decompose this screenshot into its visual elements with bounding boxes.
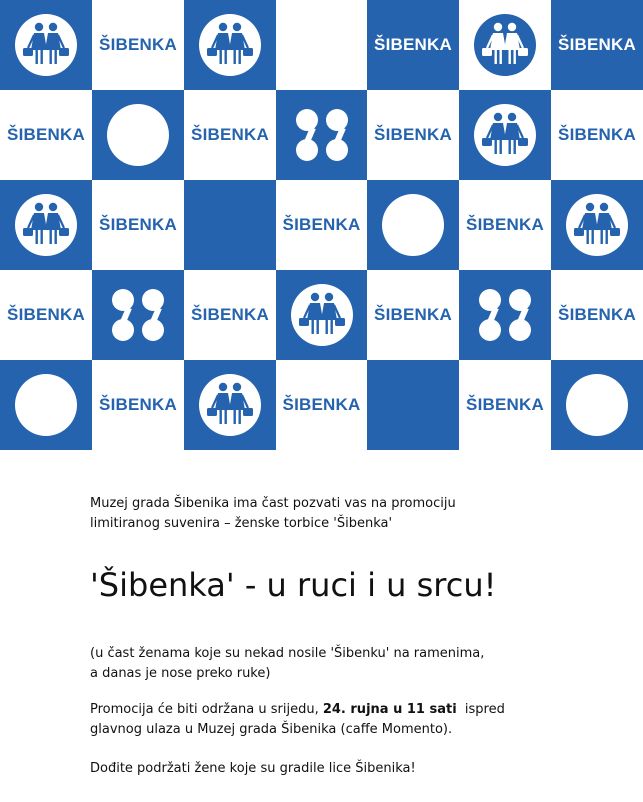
note-line-2: a danas je nose preko ruke): [90, 666, 271, 681]
sibenka-wordmark: ŠIBENKA: [99, 215, 177, 234]
pattern-cell-word: [551, 270, 643, 360]
pattern-cell-disc: [367, 180, 459, 270]
promotion-line-2: glavnog ulaza u Muzej grada Šibenika (caffe Momento).: [90, 722, 453, 737]
sibenka-wordmark: ŠIBENKA: [7, 305, 85, 324]
two-women-with-baskets-icon: [289, 282, 355, 348]
pattern-cell-knot: [459, 270, 551, 360]
circle-icon: [566, 374, 628, 436]
promotion-paragraph: [90, 700, 505, 740]
pattern-cell-disc: [0, 360, 92, 450]
pattern-cell-blank: [276, 0, 367, 90]
pattern-cell-knot: [276, 90, 367, 180]
pattern-cell-blank: [367, 360, 459, 450]
two-women-with-baskets-icon: [197, 372, 263, 438]
circle-icon: [382, 194, 444, 256]
pattern-cell-emblem: [459, 0, 551, 90]
pattern-cell-word: [0, 270, 92, 360]
pattern-cell-emblem: [184, 0, 276, 90]
pattern-cell-word: [92, 360, 184, 450]
closing-line: Dođite podržati žene koje su gradile lice Šibenika!: [90, 761, 416, 776]
pattern-cell-word: [276, 180, 367, 270]
closing-paragraph: [90, 759, 416, 779]
pattern-cell-word: [0, 90, 92, 180]
pattern-cell-emblem: [276, 270, 367, 360]
pattern-cell-emblem: [0, 0, 92, 90]
pattern-cell-word: [92, 0, 184, 90]
sibenka-wordmark: ŠIBENKA: [99, 35, 177, 54]
pattern-cell-disc: [551, 360, 643, 450]
circle-icon: [15, 374, 77, 436]
pattern-cell-word: [459, 180, 551, 270]
pattern-cell-blank: [184, 180, 276, 270]
sibenka-wordmark: ŠIBENKA: [191, 305, 269, 324]
pattern-cell-word: [367, 90, 459, 180]
sibenka-wordmark: ŠIBENKA: [558, 305, 636, 324]
intro-line-2: limitiranog suvenira – ženske torbice 'Šibenka': [90, 516, 393, 531]
pattern-cell-word: [92, 180, 184, 270]
two-women-with-baskets-icon: [13, 192, 79, 258]
note-paragraph: [90, 644, 484, 684]
knot-icon: [105, 282, 171, 348]
pattern-cell-disc: [92, 90, 184, 180]
pattern-cell-emblem: [184, 360, 276, 450]
pattern-cell-word: [184, 270, 276, 360]
pattern-cell-word: [184, 90, 276, 180]
sibenka-wordmark: ŠIBENKA: [558, 35, 636, 54]
headline: 'Šibenka' - u ruci i u srcu!: [90, 566, 497, 604]
two-women-with-baskets-icon: [564, 192, 630, 258]
pattern-cell-word: [459, 360, 551, 450]
sibenka-wordmark: ŠIBENKA: [374, 35, 452, 54]
promotion-line-1: [90, 700, 505, 720]
pattern-cell-emblem: [0, 180, 92, 270]
sibenka-wordmark: ŠIBENKA: [374, 125, 452, 144]
sibenka-wordmark: ŠIBENKA: [191, 125, 269, 144]
knot-icon: [472, 282, 538, 348]
two-women-with-baskets-icon: [13, 12, 79, 78]
invitation-intro: [90, 494, 610, 534]
sibenka-wordmark: ŠIBENKA: [374, 305, 452, 324]
pattern-cell-word: [367, 0, 459, 90]
promotion-date: 24. rujna u 11 sati: [322, 702, 457, 717]
note-line-1: (u čast ženama koje su nekad nosile 'Šibenku' na ramenima,: [90, 646, 485, 661]
sibenka-wordmark: ŠIBENKA: [282, 215, 361, 234]
intro-line-1: Muzej grada Šibenika ima čast pozvati vas na promociju: [90, 496, 456, 511]
promotion-prefix: Promocija će biti održana u srijedu,: [90, 702, 323, 717]
pattern-cell-emblem: [459, 90, 551, 180]
knot-icon: [289, 102, 355, 168]
pattern-cell-word: [551, 0, 643, 90]
sibenka-wordmark: ŠIBENKA: [7, 125, 85, 144]
two-women-with-baskets-icon: [472, 102, 538, 168]
sibenka-wordmark: ŠIBENKA: [282, 395, 361, 414]
two-women-with-baskets-icon: [472, 12, 538, 78]
sibenka-wordmark: ŠIBENKA: [558, 125, 636, 144]
pattern-cell-knot: [92, 270, 184, 360]
sibenka-wordmark: ŠIBENKA: [99, 395, 177, 414]
pattern-cell-word: [551, 90, 643, 180]
promotion-suffix: ispred: [456, 702, 505, 717]
pattern-cell-word: [276, 360, 367, 450]
sibenka-wordmark: ŠIBENKA: [466, 215, 544, 234]
circle-icon: [107, 104, 169, 166]
two-women-with-baskets-icon: [197, 12, 263, 78]
pattern-cell-word: [367, 270, 459, 360]
pattern-cell-emblem: [551, 180, 643, 270]
sibenka-wordmark: ŠIBENKA: [466, 395, 544, 414]
